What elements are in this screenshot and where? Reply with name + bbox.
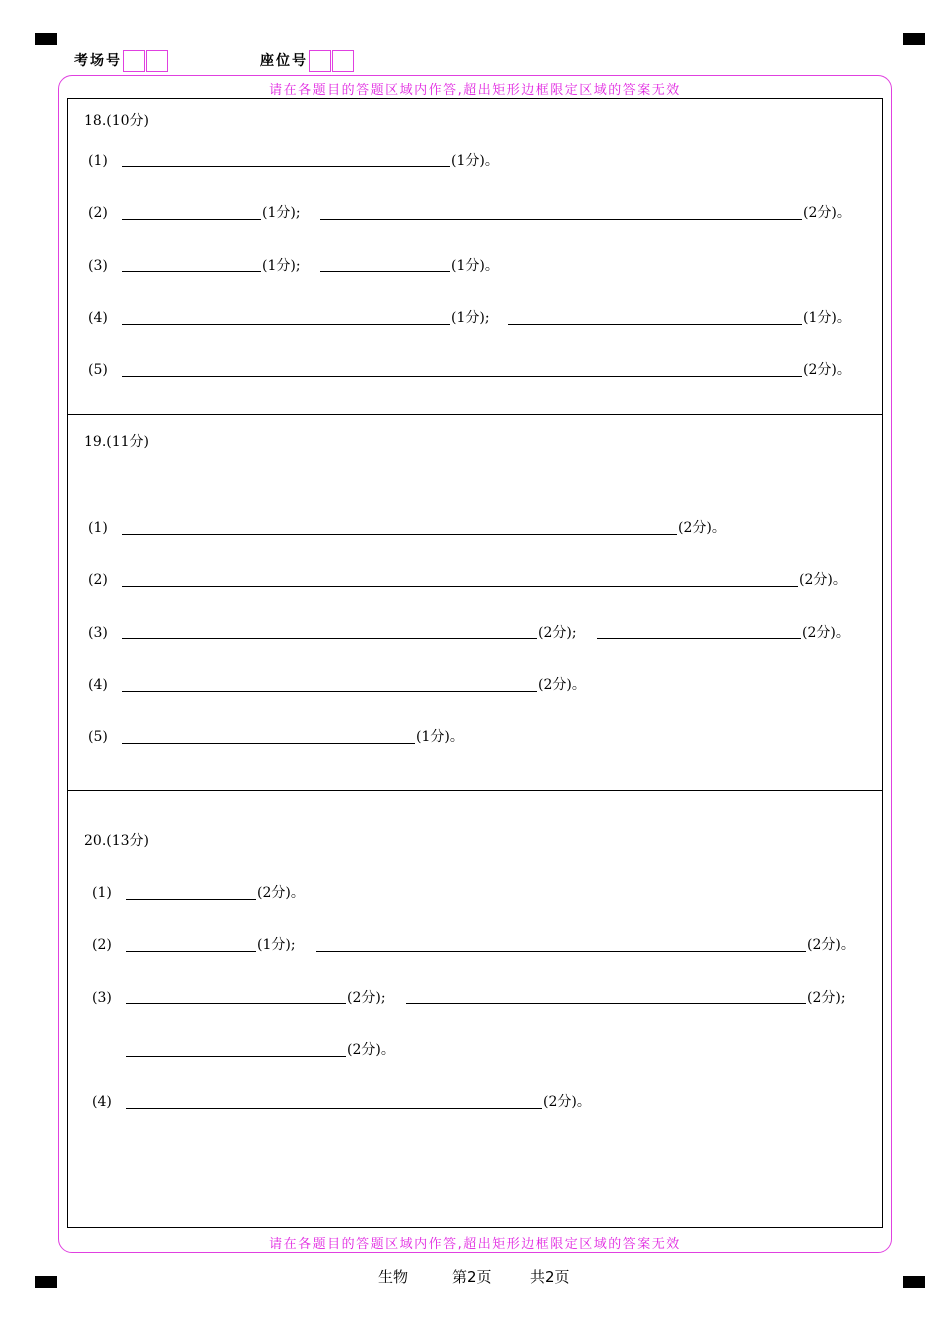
seat-box-2[interactable] [332,50,354,72]
score-label: (2分)。 [799,572,847,588]
registration-mark-top-right [903,33,925,45]
answer-line[interactable] [122,376,802,377]
part-label: (4) [88,677,108,693]
part-label: (3) [88,625,108,641]
question-title: 20.(13分) [84,833,150,849]
answer-line[interactable] [122,743,415,744]
seat-label: 座位号 [260,53,308,69]
footer-page-number: 第2页 [452,1268,492,1286]
question-title: 19.(11分) [84,434,150,450]
part-label: (2) [88,205,108,221]
registration-mark-bottom-right [903,1276,925,1288]
part-label: (5) [88,362,108,378]
answer-line[interactable] [122,638,537,639]
answer-line[interactable] [122,219,261,220]
part-label: (1) [92,885,112,901]
answer-line[interactable] [508,324,802,325]
score-label: (2分); [538,625,577,641]
registration-mark-bottom-left [35,1276,57,1288]
score-label: (1分)。 [803,310,851,326]
part-label: (1) [88,520,108,536]
answer-line[interactable] [126,899,256,900]
question-title: 18.(10分) [84,113,150,129]
footer-subject: 生物 [378,1268,409,1286]
answer-line[interactable] [316,951,806,952]
part-label: (1) [88,153,108,169]
part-label: (4) [92,1094,112,1110]
score-label: (2分)。 [802,625,850,641]
answer-line[interactable] [126,951,256,952]
part-label: (2) [92,937,112,953]
answer-line[interactable] [122,534,677,535]
exam-room-label: 考场号 [74,53,122,69]
part-label: (5) [88,729,108,745]
seat-box-1[interactable] [309,50,331,72]
score-label: (2分)。 [803,205,851,221]
answer-line[interactable] [122,691,537,692]
part-label: (2) [88,572,108,588]
score-label: (1分); [262,258,301,274]
score-label: (1分); [451,310,490,326]
section-divider [67,414,883,415]
part-label: (4) [88,310,108,326]
score-label: (2分); [347,990,386,1006]
score-label: (1分); [262,205,301,221]
score-label: (2分)。 [678,520,726,536]
exam-room-box-2[interactable] [146,50,168,72]
answer-line[interactable] [597,638,801,639]
part-label: (3) [92,990,112,1006]
score-label: (2分)。 [538,677,586,693]
section-divider [67,790,883,791]
answer-line[interactable] [406,1003,806,1004]
score-label: (2分)。 [807,937,855,953]
answer-line[interactable] [122,324,450,325]
exam-room-box-1[interactable] [123,50,145,72]
score-label: (2分)。 [257,885,305,901]
exam-room-field [74,50,168,72]
answer-line[interactable] [320,219,802,220]
score-label: (1分)。 [451,153,499,169]
answer-line[interactable] [126,1056,346,1057]
seat-field [260,50,354,72]
score-label: (2分)。 [543,1094,591,1110]
score-label: (1分); [257,937,296,953]
answer-line[interactable] [122,586,798,587]
registration-mark-top-left [35,33,57,45]
score-label: (2分)。 [803,362,851,378]
answer-line[interactable] [122,271,261,272]
answer-line[interactable] [122,166,450,167]
score-label: (2分)。 [347,1042,395,1058]
warning-top: 请在各题目的答题区域内作答,超出矩形边框限定区域的答案无效 [269,83,681,98]
answer-line[interactable] [126,1108,542,1109]
score-label: (1分)。 [451,258,499,274]
answer-line[interactable] [320,271,450,272]
answer-line[interactable] [126,1003,346,1004]
part-label: (3) [88,258,108,274]
score-label: (1分)。 [416,729,464,745]
score-label: (2分); [807,990,846,1006]
warning-bottom: 请在各题目的答题区域内作答,超出矩形边框限定区域的答案无效 [269,1237,681,1252]
footer-total-pages: 共2页 [530,1268,570,1286]
